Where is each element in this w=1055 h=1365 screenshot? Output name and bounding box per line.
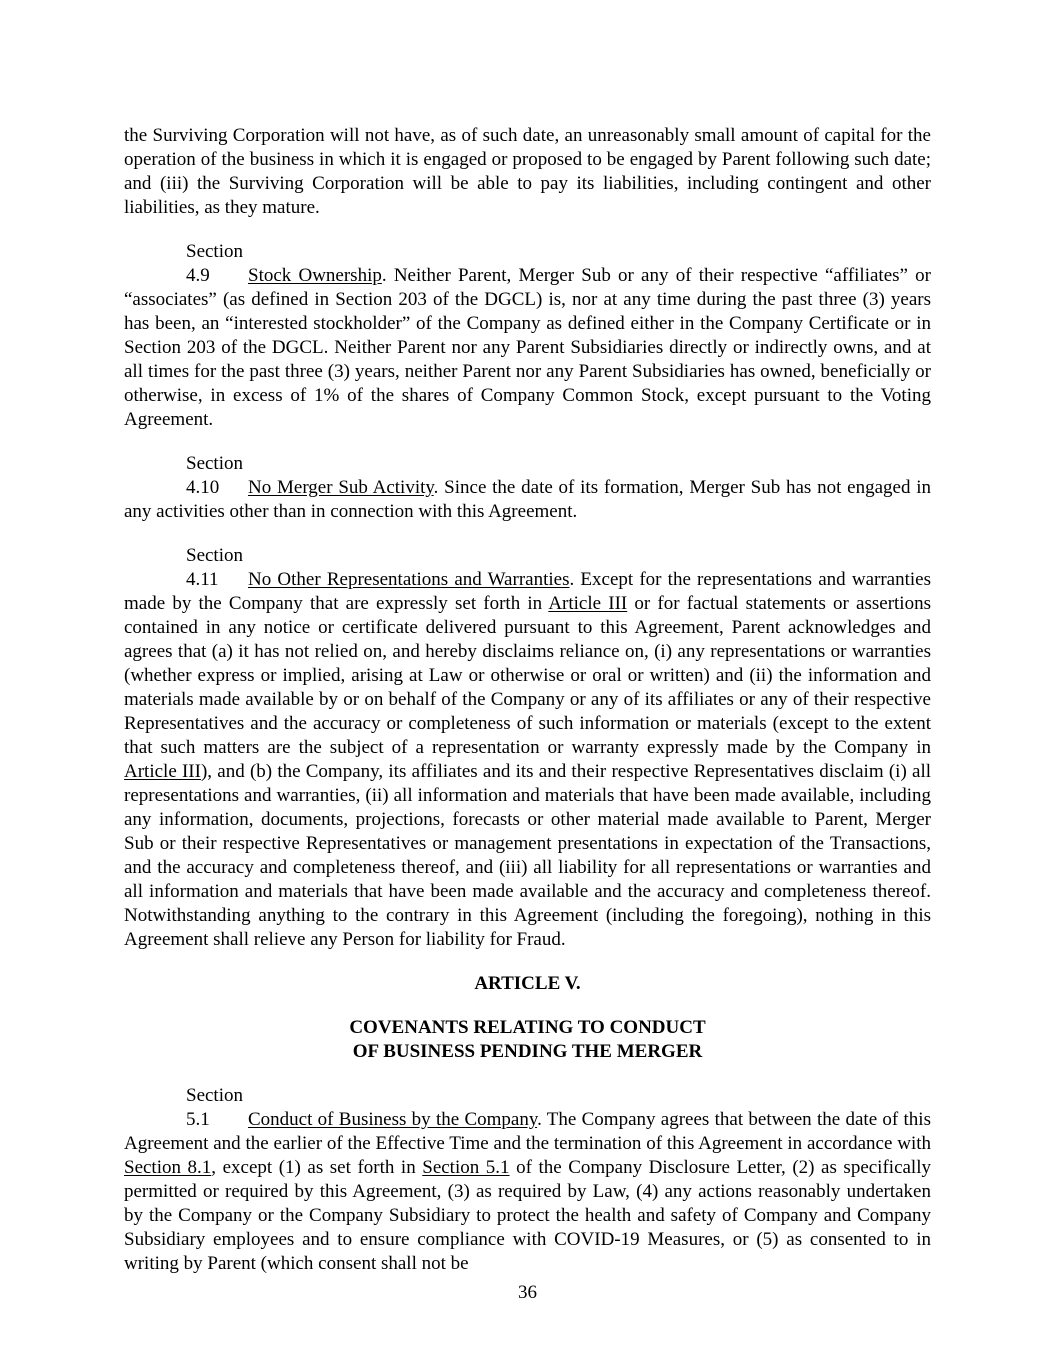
section-title: No Other Representations and Warranties [248, 569, 570, 590]
section-text: ), and (b) the Company, its affiliates and its and their respective Representatives disclaim (i) all representations and warranties, (ii) all information and materials that have been made available, including any information, documents, projections, forecasts or other material made available to Parent, Merger Sub or their respective Representatives or management presentations in expectation of the Transactions, and the accuracy and completeness thereof, and (iii) all liability for all representations or warranties and all information and materials that have been made available and the accuracy and completeness thereof. Notwithstanding anything to the contrary in this Agreement (including the foregoing), nothing in this Agreement shall relieve any Person for liability for Fraud. [124, 761, 931, 950]
section-4-11 [124, 544, 931, 952]
section-4-10 [124, 452, 931, 524]
article-subtitle [124, 1016, 931, 1064]
section-number: Section 4.9 [186, 241, 243, 286]
article-subtitle-line-2: OF BUSINESS PENDING THE MERGER [352, 1041, 703, 1062]
section-text: . Neither Parent, Merger Sub or any of their respective “affiliates” or “associates” (as defined in Section 203 of the DGCL) is, nor at any time during the past three (3) years has been, an “interested stockholder” of the Company as defined either in the Company Certificate or in Section 203 of the DGCL. Neither Parent nor any Parent Subsidiaries directly or indirectly owns, and at all times for the past three (3) years, neither Parent nor any Parent Subsidiaries has owned, beneficially or otherwise, in excess of 1% of the shares of Company Common Stock, except pursuant to the Voting Agreement. [124, 265, 931, 430]
page-number: 36 [518, 1282, 537, 1303]
article-iii-reference: Article III [124, 761, 201, 782]
section-5-1 [124, 1084, 931, 1276]
paragraph-text: the Surviving Corporation will not have, as of such date, an unreasonably small amount of capital for the operation of the business in which it is engaged or proposed to be engaged by Parent following such date; and (iii) the Surviving Corporation will be able to pay its liabilities, including contingent and other liabilities, as they mature. [124, 125, 931, 218]
section-text: or for factual statements or assertions contained in any notice or certificate delivered pursuant to this Agreement, Parent acknowledges and agrees that (a) it has not relied on, and hereby disclaims reliance on, (i) any representations or warranties (whether express or implied, arising at Law or otherwise or oral or written) and (ii) the information and materials made available by or on behalf of the Company or any of its affiliates or any of their respective Representatives and the accuracy or completeness of such information or materials (except to the extent that such matters are the subject of a representation or warranty expressly made by the Company in [124, 593, 931, 758]
article-heading: ARTICLE V. [474, 973, 581, 994]
section-text: . Except for the representations and warranties made by the Company that are expressly set forth in [124, 569, 931, 614]
section-5-1-reference: Section 5.1 [422, 1157, 510, 1178]
continuation-paragraph [124, 124, 931, 220]
section-text: of the Company Disclosure Letter, (2) as specifically permitted or required by this Agreement, (3) as required by Law, (4) any actions reasonably undertaken by the Company or the Company Subsidiary to protect the health and safety of Company and Company Subsidiary employees and to ensure compliance with COVID-19 Measures, or (5) as consented to in writing by Parent (which consent shall not be [124, 1157, 931, 1274]
article-subtitle-line-1: COVENANTS RELATING TO CONDUCT [349, 1017, 706, 1038]
section-8-1-reference: Section 8.1 [124, 1157, 212, 1178]
article-iii-reference: Article III [548, 593, 628, 614]
section-number: Section 4.10 [186, 453, 243, 498]
section-number: Section 5.1 [186, 1085, 243, 1130]
section-title: Stock Ownership [248, 265, 382, 286]
section-number: Section 4.11 [186, 545, 243, 590]
section-text: , except (1) as set forth in [211, 1157, 423, 1178]
section-text: . Since the date of its formation, Merger Sub has not engaged in any activities other than in connection with this Agreement. [124, 477, 931, 522]
body-text [124, 124, 931, 1296]
section-title: No Merger Sub Activity [248, 477, 434, 498]
section-4-9 [124, 240, 931, 432]
section-title: Conduct of Business by the Company [248, 1109, 538, 1130]
section-text: . The Company agrees that between the date of this Agreement and the earlier of the Effective Time and the termination of this Agreement in accordance with [124, 1109, 931, 1154]
